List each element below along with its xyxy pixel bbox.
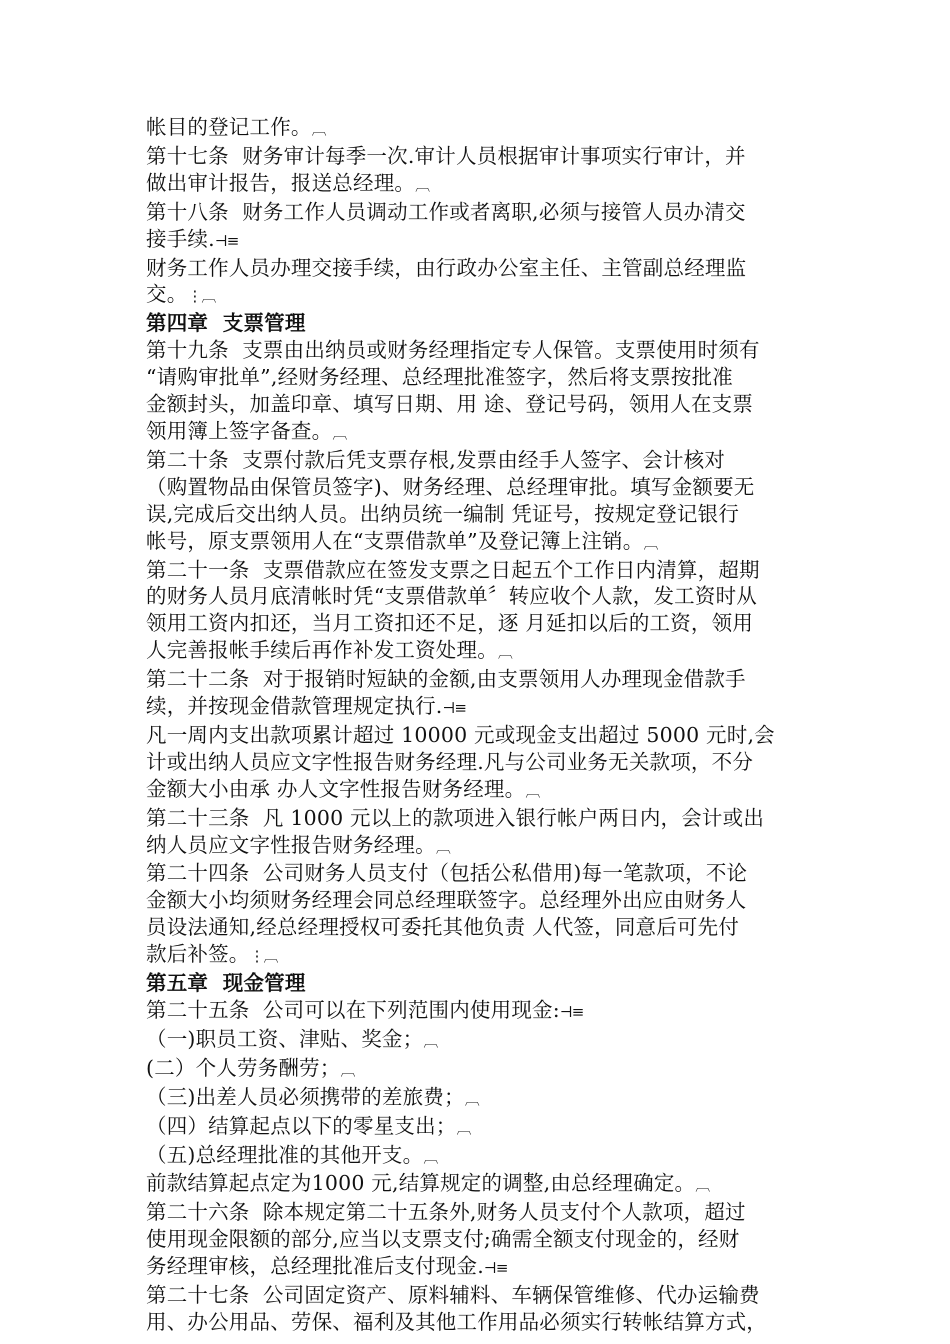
text-line bbox=[146, 337, 816, 364]
text-line bbox=[146, 860, 816, 887]
paragraph-mark-icon: ︹ bbox=[340, 1060, 355, 1079]
line-text: 第二十三条 凡 1000 元以上的款项进入银行帐户两日内，会计或出 bbox=[146, 805, 765, 830]
text-line bbox=[146, 1026, 816, 1055]
line-text: 接手续. bbox=[146, 226, 215, 251]
line-text: （一)职员工资、津贴、奖金； bbox=[146, 1026, 424, 1051]
paragraph-mark-icon: ⊣≡ bbox=[483, 1259, 508, 1278]
text-line bbox=[146, 1282, 816, 1309]
text-line bbox=[146, 1084, 816, 1113]
text-line bbox=[146, 583, 816, 610]
text-line bbox=[146, 114, 816, 143]
paragraph-mark-icon: ︹ bbox=[695, 1176, 710, 1195]
text-line bbox=[146, 1170, 816, 1199]
text-line bbox=[146, 805, 816, 832]
line-text: “请购审批单”,经财务经理、总经理批准签字，然后将支票按批准 bbox=[146, 365, 733, 390]
text-line bbox=[146, 226, 816, 255]
text-line bbox=[146, 1055, 816, 1084]
line-text: 计或出纳人员应文字性报告财务经理.凡与公司业务无关款项，不分 bbox=[146, 749, 754, 774]
line-text: 员设法通知,经总经理授权可委托其他负责 人代签，同意后可先付 bbox=[146, 915, 740, 940]
chapter-heading bbox=[146, 310, 816, 337]
line-text: 做出审计报告，报送总经理。 bbox=[146, 170, 416, 195]
line-text: （四）结算起点以下的零星支出； bbox=[146, 1113, 457, 1138]
line-text: 帐号，原支票领用人在“支票借款单”及登记簿上注销。 bbox=[146, 528, 644, 553]
text-line bbox=[146, 528, 816, 557]
document-body bbox=[146, 114, 816, 1336]
line-text: 务经理审核，总经理批准后支付现金. bbox=[146, 1254, 484, 1279]
text-line bbox=[146, 170, 816, 199]
paragraph-mark-icon: ︹ bbox=[311, 120, 326, 138]
text-line bbox=[146, 391, 816, 418]
text-line bbox=[146, 887, 816, 914]
line-text: 第二十六条 除本规定第二十五条外,财务人员支付个人款项，超过 bbox=[146, 1200, 746, 1225]
line-text: 金额大小均须财务经理会同总经理联签字。总经理外出应由财务人 bbox=[146, 888, 747, 913]
line-text: 误,完成后交出纳人员。出纳员统一编制 凭证号，按规定登记银行 bbox=[146, 501, 740, 526]
text-line bbox=[146, 255, 816, 282]
line-text: 第十八条 财务工作人员调动工作或者离职,必须与接管人员办清交 bbox=[146, 199, 746, 224]
line-text: (二）个人劳务酬劳； bbox=[146, 1055, 341, 1080]
line-text: 用、办公用品、劳保、福利及其他工作用品必须实行转帐结算方式， bbox=[146, 1309, 767, 1334]
line-text: 第四章 支票管理 bbox=[146, 311, 306, 336]
line-text: 款后补签。 bbox=[146, 942, 250, 967]
line-text: 人完善报帐手续后再作补发工资处理。 bbox=[146, 638, 498, 663]
line-text: （购置物品由保管员签字)、财务经理、总经理审批。填写金额要无 bbox=[146, 474, 755, 499]
text-line bbox=[146, 666, 816, 693]
line-text: 金额封头，加盖印章、填写日期、用 途、登记号码，领用人在支票 bbox=[146, 392, 754, 417]
text-line bbox=[146, 364, 816, 391]
text-line bbox=[146, 1226, 816, 1253]
line-text: 帐目的登记工作。 bbox=[146, 115, 312, 139]
line-text: 财务工作人员办理交接手续，由行政办公室主任、主管副总经理监 bbox=[146, 255, 747, 280]
text-line bbox=[146, 1113, 816, 1142]
line-text: 第二十七条 公司固定资产、原料辅料、车辆保管维修、代办运输费 bbox=[146, 1283, 760, 1308]
paragraph-mark-icon: ︹ bbox=[497, 643, 512, 662]
text-line bbox=[146, 501, 816, 528]
line-text: （三)出差人员必须携带的差旅费； bbox=[146, 1084, 465, 1109]
line-text: 第十七条 财务审计每季一次.审计人员根据审计事项实行审计，并 bbox=[146, 143, 746, 168]
text-line bbox=[146, 418, 816, 447]
paragraph-mark-icon: ︹ bbox=[643, 533, 658, 552]
text-line bbox=[146, 474, 816, 501]
text-line bbox=[146, 143, 816, 170]
text-line bbox=[146, 776, 816, 805]
paragraph-mark-icon: ︹ bbox=[423, 1147, 438, 1166]
line-text: 第二十条 支票付款后凭支票存根,发票由经手人签字、会计核对 bbox=[146, 447, 726, 472]
text-line bbox=[146, 1253, 816, 1282]
text-line bbox=[146, 722, 816, 749]
paragraph-mark-icon: ⊣≡ bbox=[442, 699, 466, 718]
line-text: 续，并按现金借款管理规定执行. bbox=[146, 694, 443, 719]
text-line bbox=[146, 1309, 816, 1336]
paragraph-mark-icon: ︹ bbox=[464, 1089, 479, 1108]
line-text: 前款结算起点定为1000 元,结算规定的调整,由总经理确定。 bbox=[146, 1171, 696, 1196]
text-line bbox=[146, 914, 816, 941]
text-line bbox=[146, 199, 816, 226]
paragraph-mark-icon: ⊣≡ bbox=[559, 1003, 584, 1021]
paragraph-mark-icon: ︹ bbox=[456, 1118, 471, 1137]
text-line bbox=[146, 941, 816, 970]
line-text: 第二十四条 公司财务人员支付（包括公私借用)每一笔款项，不论 bbox=[146, 861, 748, 886]
line-text: （五)总经理批准的其他开支。 bbox=[146, 1142, 424, 1167]
line-text: 交。 bbox=[146, 282, 188, 307]
paragraph-mark-icon: ︹ bbox=[415, 175, 430, 194]
text-line bbox=[146, 610, 816, 637]
line-text: 凡一周内支出款项累计超过 10000 元或现金支出超过 5000 元时,会 bbox=[146, 722, 775, 747]
line-text: 纳人员应文字性报告财务经理。 bbox=[146, 832, 436, 857]
text-line bbox=[146, 832, 816, 861]
text-line bbox=[146, 997, 816, 1026]
text-line bbox=[146, 1199, 816, 1226]
text-line bbox=[146, 749, 816, 776]
text-line bbox=[146, 693, 816, 722]
line-text: 第十九条 支票由出纳员或财务经理指定专人保管。支票使用时须有 bbox=[146, 338, 760, 363]
paragraph-mark-icon: ︹ bbox=[525, 781, 540, 800]
line-text: 第五章 现金管理 bbox=[146, 971, 306, 996]
text-line bbox=[146, 447, 816, 474]
line-text: 第二十一条 支票借款应在签发支票之日起五个工作日内清算，超期 bbox=[146, 557, 760, 582]
paragraph-mark-icon: ⊣≡ bbox=[214, 231, 239, 250]
line-text: 领用工资内扣还，当月工资扣还不足，逐 月延扣以后的工资，领用 bbox=[146, 611, 754, 636]
paragraph-mark-icon: ︹ bbox=[332, 423, 347, 442]
chapter-heading bbox=[146, 970, 816, 997]
line-text: 第二十二条 对于报销时短缺的金额,由支票领用人办理现金借款手 bbox=[146, 667, 746, 692]
line-text: 金额大小由承 办人文字性报告财务经理。 bbox=[146, 776, 526, 801]
paragraph-mark-icon: ⋮︹ bbox=[187, 287, 216, 306]
text-line bbox=[146, 281, 816, 310]
paragraph-mark-icon: ⋮︹ bbox=[249, 947, 278, 966]
text-line bbox=[146, 637, 816, 666]
line-text: 第二十五条 公司可以在下列范围内使用现金: bbox=[146, 998, 560, 1022]
paragraph-mark-icon: ︹ bbox=[423, 1031, 438, 1050]
line-text: 使用现金限额的部分,应当以支票支付;确需全额支付现金的，经财 bbox=[146, 1227, 740, 1252]
paragraph-mark-icon: ︹ bbox=[435, 837, 450, 856]
line-text: 领用簿上签字备查。 bbox=[146, 418, 333, 443]
text-line bbox=[146, 557, 816, 584]
text-line bbox=[146, 1142, 816, 1171]
line-text: 的财务人员月底清帐时凭“支票借款单〞转应收个人款，发工资时从 bbox=[146, 584, 757, 609]
